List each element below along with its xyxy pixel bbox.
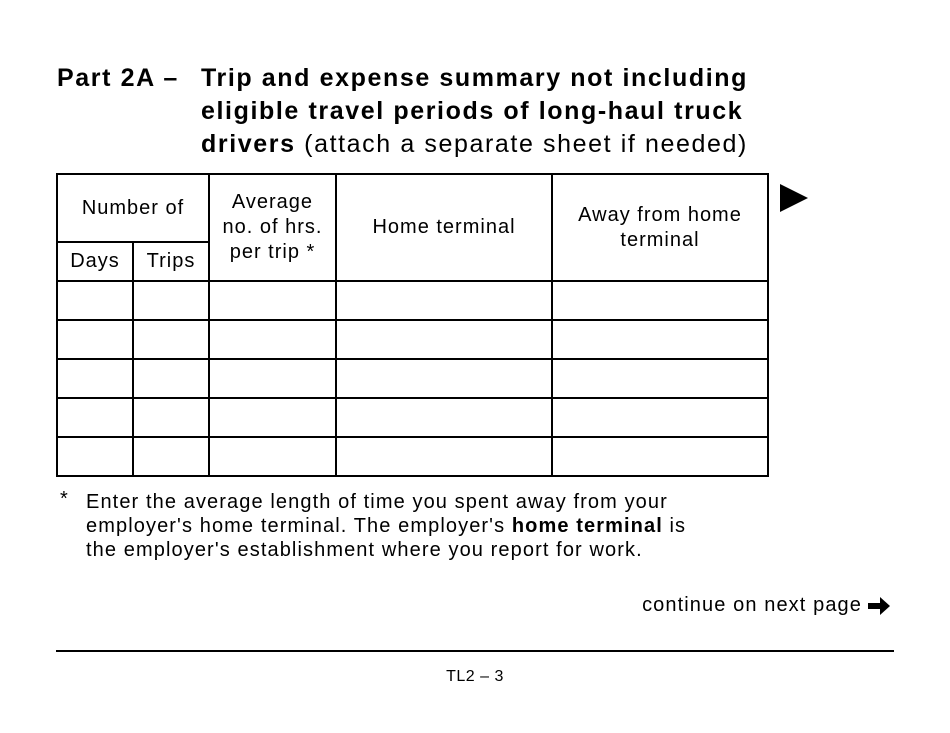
away-terminal-input[interactable] <box>553 360 767 397</box>
avg-hours-header: Average no. of hrs. per trip * <box>209 174 336 281</box>
footnote-line-3: the employer's establishment where you report for work. <box>86 539 643 561</box>
home-cell[interactable] <box>336 398 552 437</box>
footnote-line-1: Enter the average length of time you spent away from your <box>86 491 668 513</box>
hours-cell[interactable] <box>209 398 336 437</box>
home-cell[interactable] <box>336 320 552 359</box>
heading-line-3-bold: drivers <box>201 130 296 158</box>
hours-input[interactable] <box>210 360 335 397</box>
trips-input[interactable] <box>134 321 208 358</box>
days-cell[interactable] <box>57 281 133 320</box>
heading-line-3-note: (attach a separate sheet if needed) <box>295 130 748 158</box>
section-heading <box>57 62 748 161</box>
heading-line-1: Trip and expense summary not including <box>201 64 749 92</box>
trips-header: Trips <box>133 242 209 281</box>
away-cell[interactable] <box>552 281 768 320</box>
home-cell[interactable] <box>336 359 552 398</box>
footnote <box>60 490 686 562</box>
away-terminal-input[interactable] <box>553 282 767 319</box>
table-row <box>57 437 768 476</box>
trips-input[interactable] <box>134 438 208 475</box>
days-input[interactable] <box>58 399 132 436</box>
trips-cell[interactable] <box>133 359 209 398</box>
play-triangle-icon <box>780 184 808 212</box>
away-cell[interactable] <box>552 437 768 476</box>
table-row <box>57 359 768 398</box>
home-terminal-input[interactable] <box>337 282 551 319</box>
hours-input[interactable] <box>210 438 335 475</box>
home-cell[interactable] <box>336 437 552 476</box>
days-input[interactable] <box>58 438 132 475</box>
away-terminal-header: Away from home terminal <box>552 174 768 281</box>
days-cell[interactable] <box>57 320 133 359</box>
hours-cell[interactable] <box>209 437 336 476</box>
days-header: Days <box>57 242 133 281</box>
away-terminal-input[interactable] <box>553 321 767 358</box>
days-input[interactable] <box>58 360 132 397</box>
away-terminal-input[interactable] <box>553 438 767 475</box>
trips-input[interactable] <box>134 360 208 397</box>
arrow-right-icon <box>866 595 892 617</box>
trips-input[interactable] <box>134 399 208 436</box>
footnote-marker: * <box>60 488 69 510</box>
hours-cell[interactable] <box>209 359 336 398</box>
home-terminal-term: home terminal <box>511 515 663 537</box>
trips-cell[interactable] <box>133 320 209 359</box>
days-input[interactable] <box>58 321 132 358</box>
days-cell[interactable] <box>57 437 133 476</box>
away-cell[interactable] <box>552 398 768 437</box>
part-label: Part 2A – <box>57 64 179 92</box>
home-terminal-input[interactable] <box>337 360 551 397</box>
heading-line-2: eligible travel periods of long-haul truck <box>201 97 744 125</box>
table-row <box>57 320 768 359</box>
trips-cell[interactable] <box>133 398 209 437</box>
hours-input[interactable] <box>210 321 335 358</box>
away-terminal-input[interactable] <box>553 399 767 436</box>
footer-divider <box>56 650 894 652</box>
table-row <box>57 398 768 437</box>
table-row <box>57 281 768 320</box>
home-terminal-input[interactable] <box>337 399 551 436</box>
days-cell[interactable] <box>57 398 133 437</box>
home-cell[interactable] <box>336 281 552 320</box>
trip-summary-table <box>56 173 769 477</box>
home-terminal-header: Home terminal <box>336 174 552 281</box>
number-of-header: Number of <box>57 174 209 242</box>
footnote-line-2: employer's home terminal. The employer's home terminal is <box>86 515 687 537</box>
continue-label: continue on next page <box>642 594 862 616</box>
hours-cell[interactable] <box>209 320 336 359</box>
home-terminal-input[interactable] <box>337 321 551 358</box>
hours-cell[interactable] <box>209 281 336 320</box>
days-cell[interactable] <box>57 359 133 398</box>
home-terminal-input[interactable] <box>337 438 551 475</box>
hours-input[interactable] <box>210 282 335 319</box>
away-cell[interactable] <box>552 359 768 398</box>
trips-cell[interactable] <box>133 281 209 320</box>
away-cell[interactable] <box>552 320 768 359</box>
continue-note <box>642 594 892 617</box>
page-number: TL2 – 3 <box>446 668 504 685</box>
trips-cell[interactable] <box>133 437 209 476</box>
trips-input[interactable] <box>134 282 208 319</box>
hours-input[interactable] <box>210 399 335 436</box>
days-input[interactable] <box>58 282 132 319</box>
